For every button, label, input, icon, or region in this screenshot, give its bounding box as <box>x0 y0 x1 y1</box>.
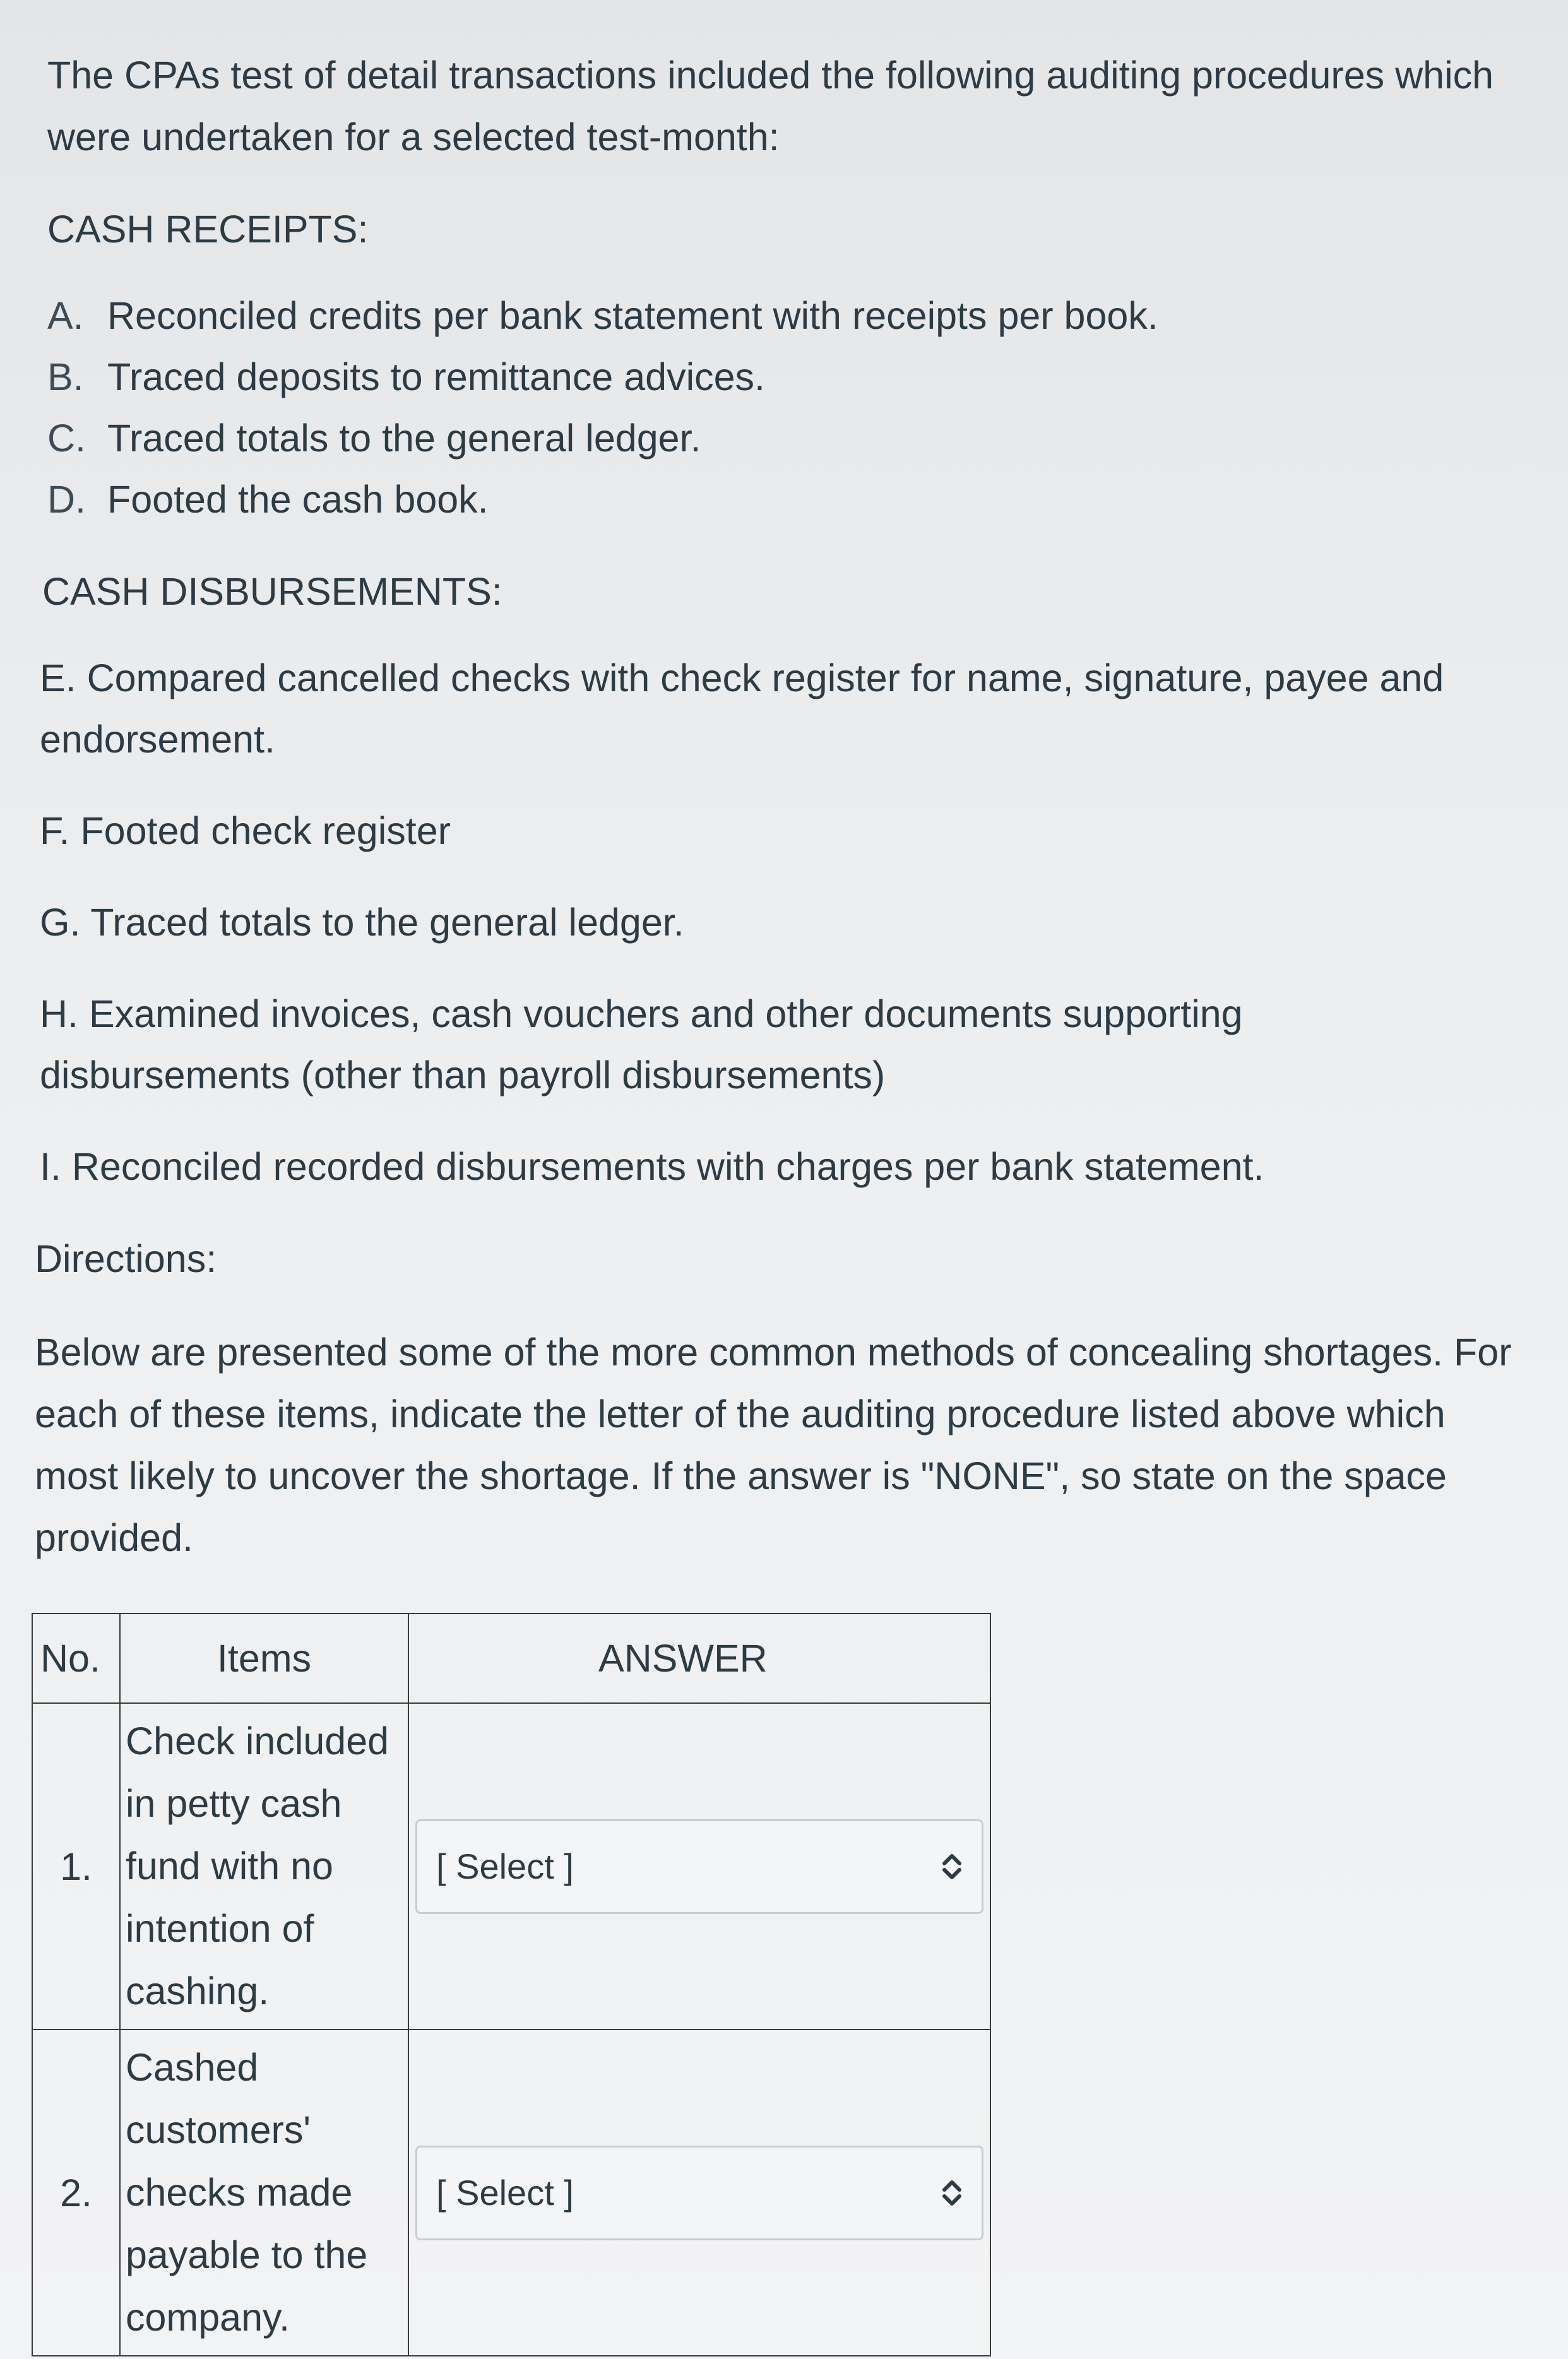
list-item <box>47 408 1531 469</box>
list-item <box>47 285 1531 347</box>
table-row <box>32 1703 990 2029</box>
answer-cell <box>408 2029 990 2356</box>
list-item-letter: A. <box>47 294 84 337</box>
table-row <box>32 2029 990 2356</box>
list-item <box>47 469 1531 530</box>
list-item-letter: B. <box>47 355 84 398</box>
answer-select-2[interactable] <box>415 2146 983 2240</box>
list-item-text: Traced totals to the general ledger. <box>107 417 701 460</box>
disbursement-item-h: H. Examined invoices, cash vouchers and other documents supporting disbursements (other than payroll disbursements) <box>40 992 1243 1096</box>
table-header-row <box>32 1613 990 1703</box>
cash-receipts-heading: CASH RECEIPTS: <box>47 208 369 251</box>
column-header-answer: ANSWER <box>408 1613 990 1703</box>
row-item-text: Cashed customers' checks made payable to the company. <box>120 2029 408 2356</box>
row-number: 1. <box>32 1703 120 2029</box>
directions-label: Directions: <box>35 1237 217 1280</box>
list-item-text: Reconciled credits per bank statement with receipts per book. <box>107 294 1158 337</box>
quiz-content <box>35 44 1531 2356</box>
chevron-up-down-icon <box>941 2178 963 2208</box>
disbursement-item-f: F. Footed check register <box>40 809 451 852</box>
directions-text: Below are presented some of the more common methods of concealing shortages. For each of these items, indicate the letter of the auditing procedure listed above which most likely to uncover the shortage. If the answer is "NONE", so state on the space provided. <box>35 1331 1512 1559</box>
cash-disbursements-heading: CASH DISBURSEMENTS: <box>42 570 502 613</box>
column-header-items: Items <box>120 1613 408 1703</box>
disbursement-item-i: I. Reconciled recorded disbursements with charges per bank statement. <box>40 1145 1264 1188</box>
chevron-up-down-icon <box>941 1851 963 1882</box>
select-value: [ Select ] <box>436 2173 574 2213</box>
list-item-text: Traced deposits to remittance advices. <box>107 355 766 398</box>
column-header-no: No. <box>32 1613 120 1703</box>
answer-cell <box>408 1703 990 2029</box>
list-item-text: Footed the cash book. <box>107 478 489 521</box>
list-item <box>47 347 1531 408</box>
list-item-letter: C. <box>47 417 86 460</box>
answer-select-1[interactable] <box>415 1819 983 1914</box>
disbursement-item-g: G. Traced totals to the general ledger. <box>40 901 684 944</box>
select-value: [ Select ] <box>436 1846 574 1886</box>
row-item-text: Check included in petty cash fund with no intention of cashing. <box>120 1703 408 2029</box>
list-item-letter: D. <box>47 478 86 521</box>
cash-receipts-list <box>47 285 1531 530</box>
intro-text: The CPAs test of detail transactions included the following auditing procedures which were undertaken for a selected test-month: <box>47 54 1494 158</box>
row-number: 2. <box>32 2029 120 2356</box>
disbursement-item-e: E. Compared cancelled checks with check register for name, signature, payee and endorsement. <box>40 657 1444 761</box>
answers-table <box>32 1613 991 2356</box>
